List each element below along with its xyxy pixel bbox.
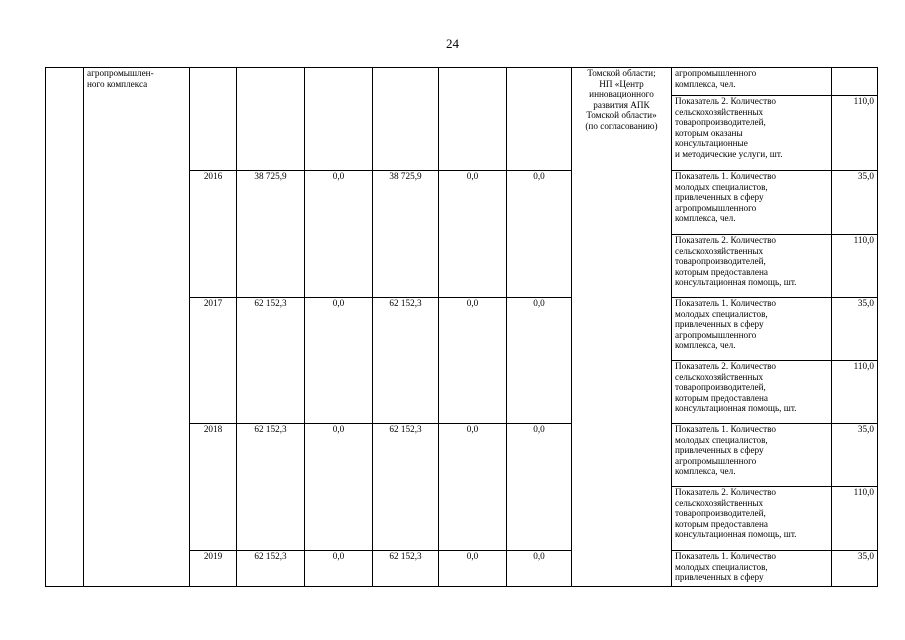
indicator-label: Показатель 1. Количество молодых специалистов, привлеченных в сферу агропромышленного комплекса, чел.: [672, 171, 832, 235]
federal-cell: 0,0: [305, 171, 373, 298]
indicator-label: Показатель 2. Количество сельскохозяйственных товаропроизводителей, которым предоставлена консультационная помощь, шт.: [672, 235, 832, 298]
total-cell: 38 725,9: [237, 171, 305, 298]
event-name-cell: агропромышлен- ного комплекса: [84, 68, 190, 587]
federal-cell: 0,0: [305, 424, 373, 551]
year-cell: 2017: [190, 298, 237, 424]
indicator-value: 110,0: [832, 487, 878, 551]
year-cell: 2016: [190, 171, 237, 298]
extra-budget-cell: [507, 68, 572, 171]
program-table: [45, 67, 878, 587]
local-cell: 0,0: [439, 551, 507, 587]
indicator-label: Показатель 2. Количество сельскохозяйственных товаропроизводителей, которым оказаны консультационные и методические услуги, шт.: [672, 96, 832, 171]
indicator-label: Показатель 2. Количество сельскохозяйственных товаропроизводителей, которым предоставлена консультационная помощь, шт.: [672, 487, 832, 551]
total-cell: 62 152,3: [237, 551, 305, 587]
regional-cell: [373, 68, 439, 171]
extra-budget-cell: 0,0: [507, 171, 572, 298]
regional-cell: 62 152,3: [373, 551, 439, 587]
indicator-label: Показатель 1. Количество молодых специалистов, привлеченных в сферу агропромышленного комплекса, чел.: [672, 424, 832, 487]
indicator-value: 35,0: [832, 298, 878, 361]
indicator-value: [832, 68, 878, 96]
regional-cell: 62 152,3: [373, 424, 439, 551]
indicator-label: агропромышленного комплекса, чел.: [672, 68, 832, 96]
extra-budget-cell: 0,0: [507, 551, 572, 587]
federal-cell: 0,0: [305, 551, 373, 587]
extra-budget-cell: 0,0: [507, 424, 572, 551]
regional-cell: 38 725,9: [373, 171, 439, 298]
year-cell: [190, 68, 237, 171]
total-cell: 62 152,3: [237, 424, 305, 551]
total-cell: 62 152,3: [237, 298, 305, 424]
indicator-value: 110,0: [832, 235, 878, 298]
page-number: 24: [446, 36, 459, 51]
federal-cell: [305, 68, 373, 171]
executor-cell: Томской области; НП «Центр инновационного развития АПК Томской области» (по согласованию): [572, 68, 672, 587]
year-cell: 2019: [190, 551, 237, 587]
local-cell: 0,0: [439, 171, 507, 298]
local-cell: 0,0: [439, 298, 507, 424]
indicator-value: 35,0: [832, 171, 878, 235]
total-cell: [237, 68, 305, 171]
indicator-label: Показатель 1. Количество молодых специалистов, привлеченных в сферу: [672, 551, 832, 587]
extra-budget-cell: 0,0: [507, 298, 572, 424]
indicator-value: 110,0: [832, 96, 878, 171]
table-row: [46, 68, 878, 96]
local-cell: 0,0: [439, 424, 507, 551]
local-cell: [439, 68, 507, 171]
indicator-value: 35,0: [832, 424, 878, 487]
indicator-label: Показатель 2. Количество сельскохозяйственных товаропроизводителей, которым предоставлена консультационная помощь, шт.: [672, 361, 832, 424]
indicator-value: 110,0: [832, 361, 878, 424]
federal-cell: 0,0: [305, 298, 373, 424]
indicator-label: Показатель 1. Количество молодых специалистов, привлеченных в сферу агропромышленного комплекса, чел.: [672, 298, 832, 361]
regional-cell: 62 152,3: [373, 298, 439, 424]
indicator-value: 35,0: [832, 551, 878, 587]
year-cell: 2018: [190, 424, 237, 551]
number-cell: [46, 68, 84, 587]
